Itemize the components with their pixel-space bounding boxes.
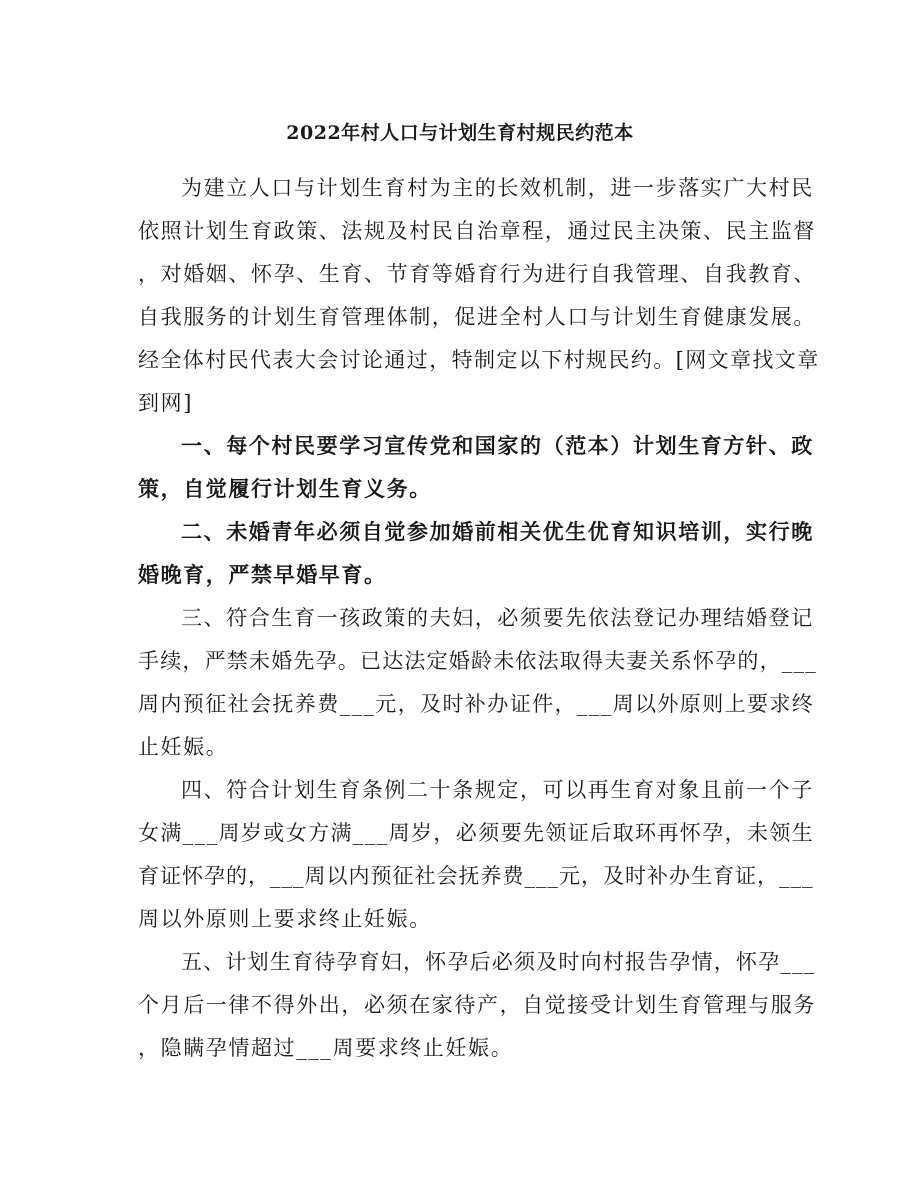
intro-line-2: 依照计划生育政策、法规及村民自治章程，通过民主决策、民主监督	[138, 219, 816, 243]
article-3-line-4: 止妊娠。	[138, 735, 229, 759]
article-4-line-1: 四、符合计划生育条例二十条规定，可以再生育对象且前一个子	[181, 778, 814, 802]
article-2-line-2: 婚晚育，严禁早婚早育。	[138, 562, 387, 587]
document-title: 2022年村人口与计划生育村规民约范本	[286, 122, 634, 144]
intro-line-5: 经全体村民代表大会讨论通过，特制定以下村规民约。[网文章找文章	[138, 348, 820, 372]
article-1-line-1: 一、每个村民要学习宣传党和国家的（范本）计划生育方针、政	[181, 433, 814, 458]
article-2-line-1: 二、未婚青年必须自觉参加婚前相关优生优育知识培训，实行晚	[181, 519, 814, 544]
article-5-line-1: 五、计划生育待孕育妇，怀孕后必须及时向村报告孕情，怀孕___	[181, 950, 816, 974]
article-4-line-3: 育证怀孕的，___周以内预征社会抚养费___元，及时补办生育证，___	[138, 864, 814, 888]
intro-line-3: ，对婚姻、怀孕、生育、节育等婚育行为进行自我管理、自我教育、	[138, 262, 816, 286]
article-3-line-2: 手续，严禁未婚先孕。已达法定婚龄未依法取得夫妻关系怀孕的，___	[138, 649, 817, 673]
intro-line-4: 自我服务的计划生育管理体制，促进全村人口与计划生育健康发展。	[138, 305, 816, 329]
article-3-line-1: 三、符合生育一孩政策的夫妇，必须要先依法登记办理结婚登记	[181, 606, 814, 630]
article-3-line-3: 周内预征社会抚养费___元，及时补办证件，___周以外原则上要求终	[138, 692, 815, 716]
intro-line-6: 到网]	[138, 391, 193, 415]
article-4-line-2: 女满___周岁或女方满___周岁，必须要先领证后取环再怀孕，未领生	[138, 821, 815, 845]
article-5-line-3: ，隐瞒孕情超过___周要求终止妊娠。	[138, 1036, 514, 1060]
intro-line-1: 为建立人口与计划生育村为主的长效机制，进一步落实广大村民	[181, 176, 814, 200]
article-1-line-2: 策，自觉履行计划生育义务。	[138, 476, 432, 501]
article-5-line-2: 个月后一律不得外出，必须在家待产，自觉接受计划生育管理与服务	[138, 993, 816, 1017]
article-4-line-4: 周以外原则上要求终止妊娠。	[138, 907, 432, 931]
